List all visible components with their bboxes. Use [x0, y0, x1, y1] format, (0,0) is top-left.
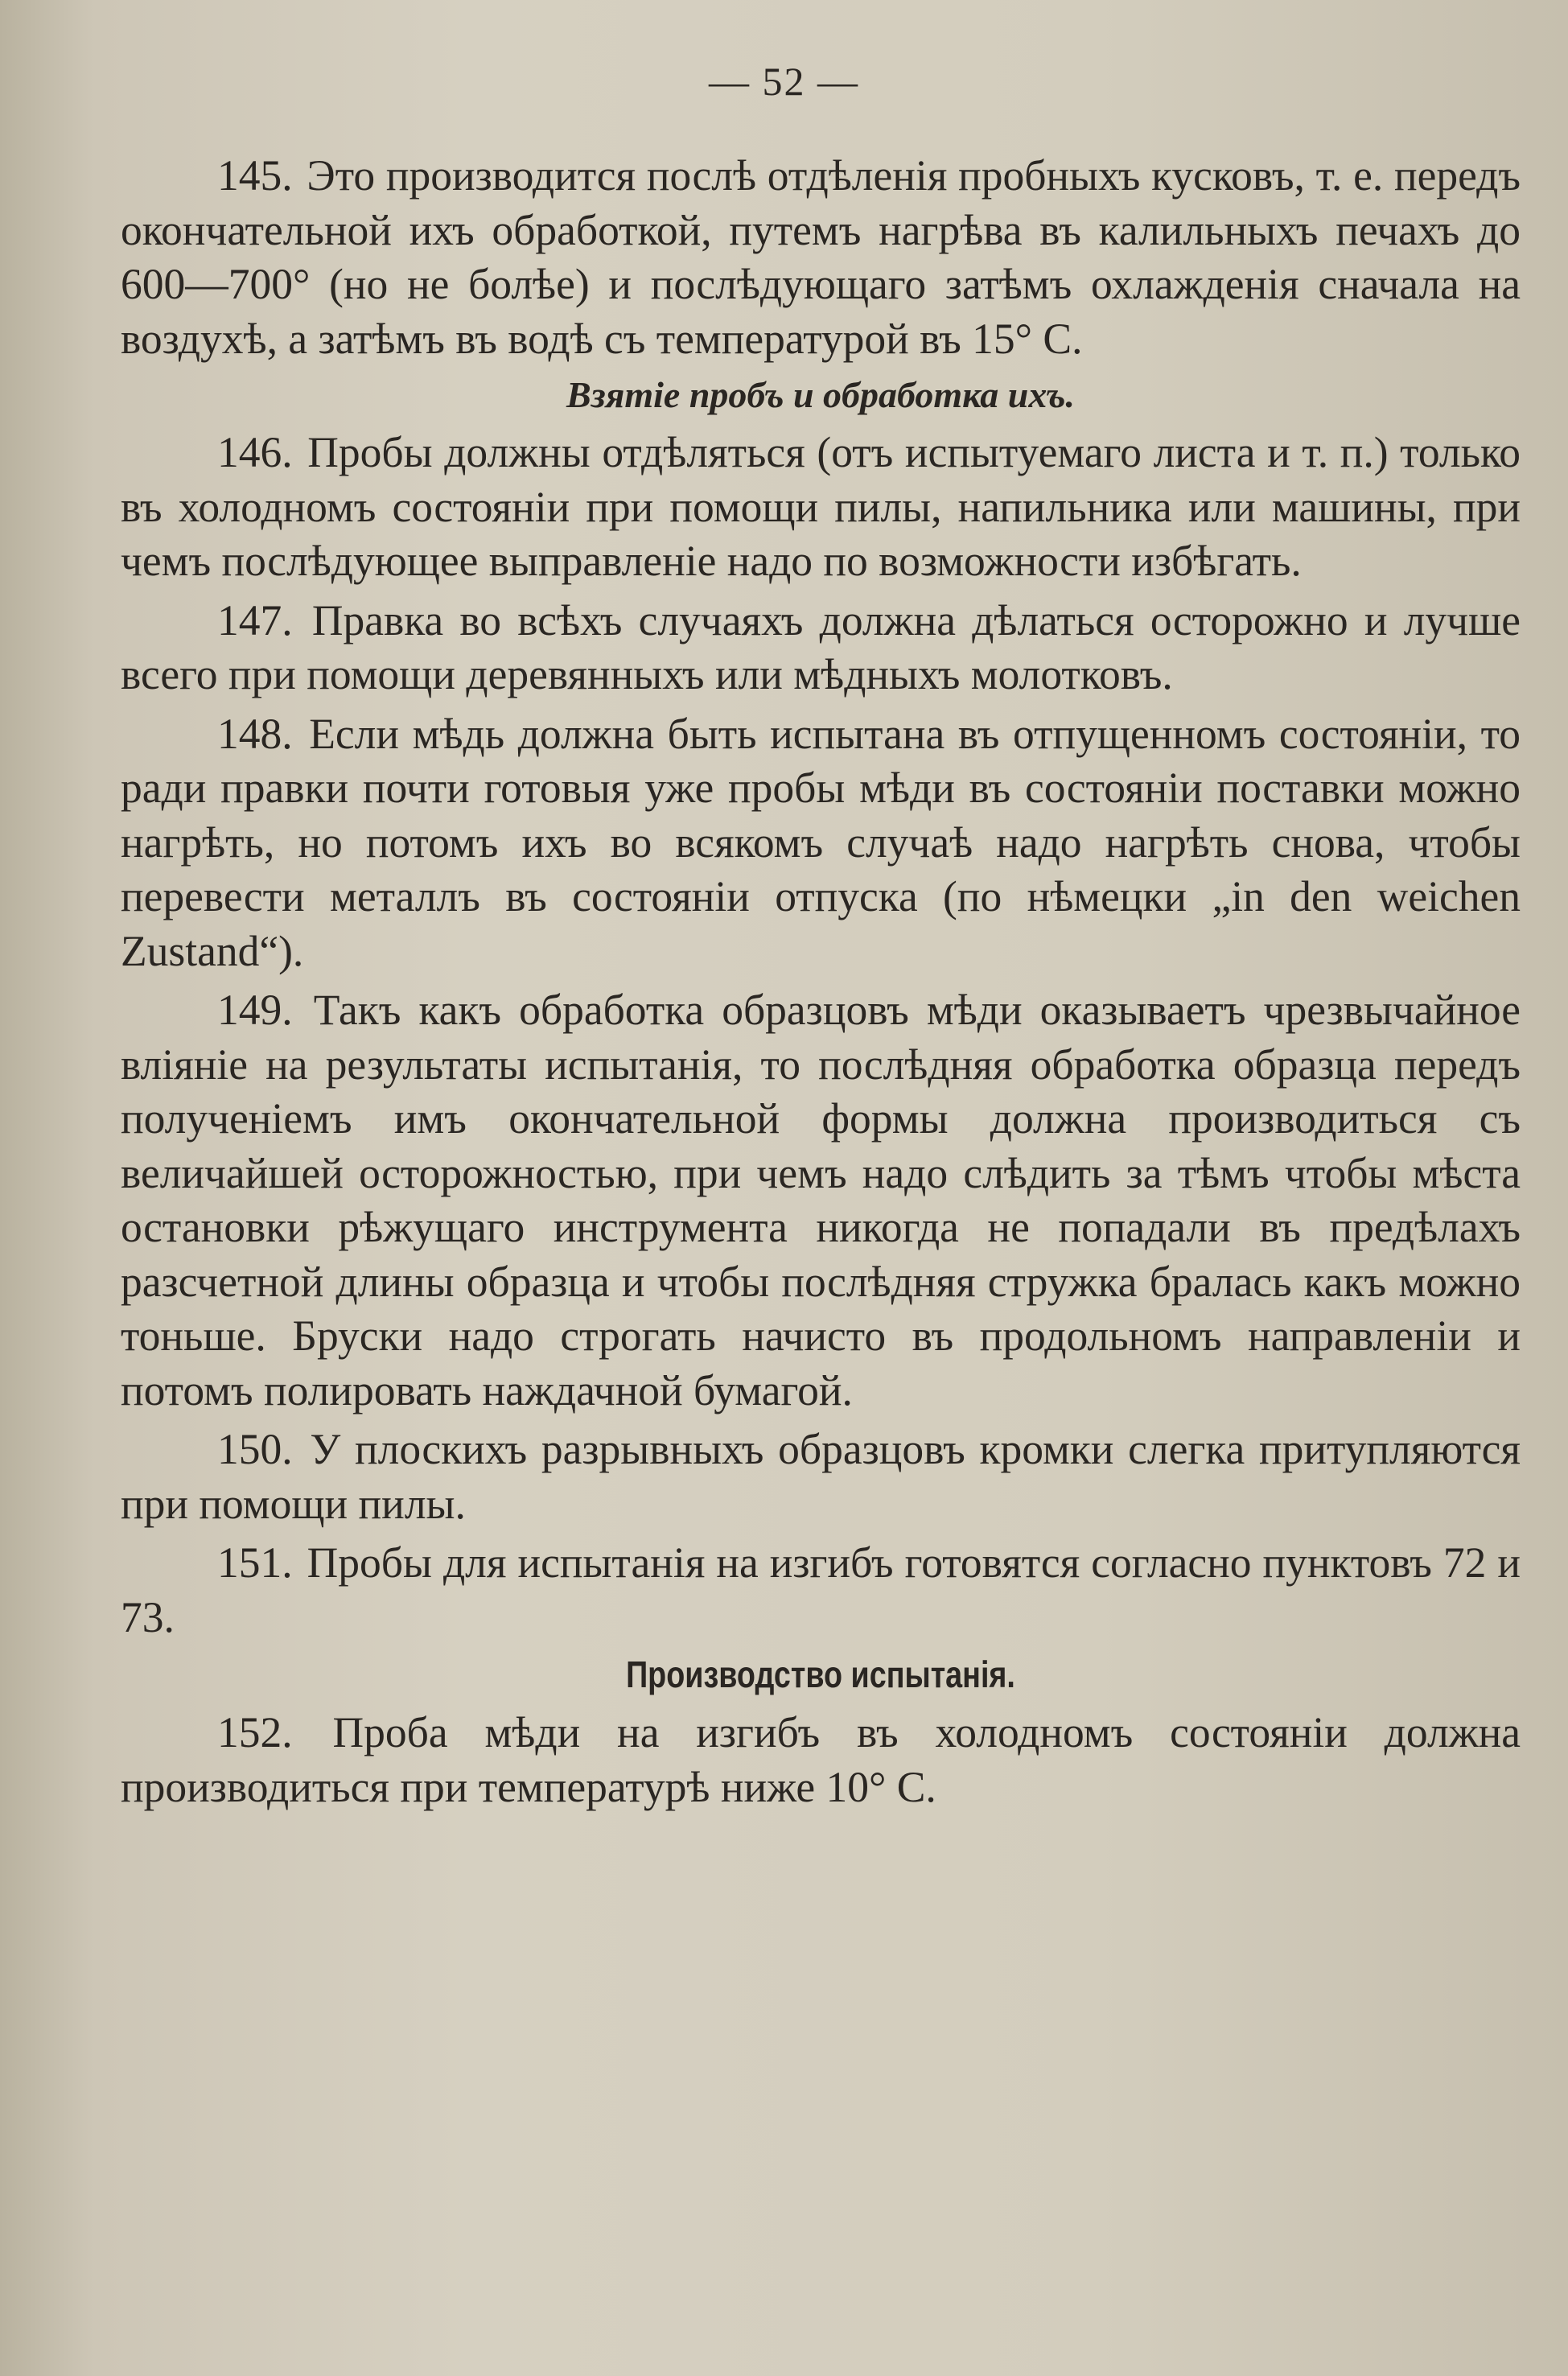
- paragraph-number: 146.: [217, 428, 293, 476]
- paragraph-149: [121, 983, 1521, 1418]
- section-heading-sampling: Взятіе пробъ и обработка ихъ.: [566, 374, 1075, 415]
- paragraph-text: Если мѣдь должна быть испытана въ отпущенномъ состояніи, то ради правки почти готовыя уже пробы мѣди въ состояніи поставки можно нагрѣть, но потомъ ихъ во всякомъ случаѣ надо нагрѣть снова, чтобы перевести металлъ въ состояніи отпуска (по нѣмецки „in den weichen Zustand“).: [121, 709, 1521, 975]
- paragraph-text: Это производится послѣ отдѣленія пробныхъ кусковъ, т. е. передъ окончательной ихъ обработкой, путемъ нагрѣва въ калильныхъ печахъ до 600—700° (но не болѣе) и послѣдующаго затѣмъ охлажденія сначала на воздухѣ, а затѣмъ въ водѣ съ температурой въ 15° С.: [121, 151, 1521, 363]
- paragraph-text: Проба мѣди на изгибъ въ холодномъ состояніи должна производиться при температурѣ ниже 10° С.: [121, 1708, 1521, 1811]
- paragraph-147: [121, 594, 1521, 702]
- paragraph-145: [121, 149, 1521, 366]
- paragraph-text: У плоскихъ разрывныхъ образцовъ кромки слегка притупляются при помощи пилы.: [121, 1425, 1521, 1528]
- paragraph-number: 149.: [217, 986, 293, 1034]
- paragraph-number: 152.: [217, 1708, 293, 1756]
- paragraph-text: Такъ какъ обработка образцовъ мѣди оказываетъ чрезвычайное вліяніе на результаты испытанія, то послѣдняя обработка образца передъ полученіемъ имъ окончательной формы должна производиться съ величайшей осторожностью, при чемъ надо слѣдить за тѣмъ чтобы мѣста остановки рѣжущаго инструмента никогда не попадали въ предѣлахъ разсчетной длины образца и чтобы послѣдняя стружка бралась какъ можно тоньше. Бруски надо строгать начисто въ продольномъ направленіи и потомъ полировать наждачной бумагой.: [121, 986, 1521, 1414]
- paragraph-152: [121, 1706, 1521, 1814]
- paragraph-number: 145.: [217, 151, 293, 200]
- paragraph-number: 151.: [217, 1538, 293, 1587]
- paragraph-151: [121, 1536, 1521, 1645]
- page-number: — 52 —: [709, 59, 859, 104]
- paragraph-text: Пробы для испытанія на изгибъ готовятся согласно пунктовъ 72 и 73.: [121, 1538, 1521, 1641]
- paragraph-text: Пробы должны отдѣляться (отъ испытуемаго листа и т. п.) только въ холодномъ состояніи при помощи пилы, напильника или машины, при чемъ послѣдующее выправленіе надо по возможности избѣгать.: [121, 428, 1521, 585]
- paragraph-text: Правка во всѣхъ случаяхъ должна дѣлаться осторожно и лучше всего при помощи деревянныхъ или мѣдныхъ молотковъ.: [121, 595, 1521, 698]
- paragraph-146: [121, 426, 1521, 589]
- section-heading-testing: Производство испытанія.: [626, 1653, 1015, 1695]
- page-body: [121, 149, 1521, 1819]
- paragraph-number: 147.: [217, 595, 293, 644]
- paragraph-number: 148.: [217, 709, 293, 758]
- paragraph-150: [121, 1423, 1521, 1531]
- paragraph-number: 150.: [217, 1425, 293, 1473]
- paragraph-148: [121, 707, 1521, 979]
